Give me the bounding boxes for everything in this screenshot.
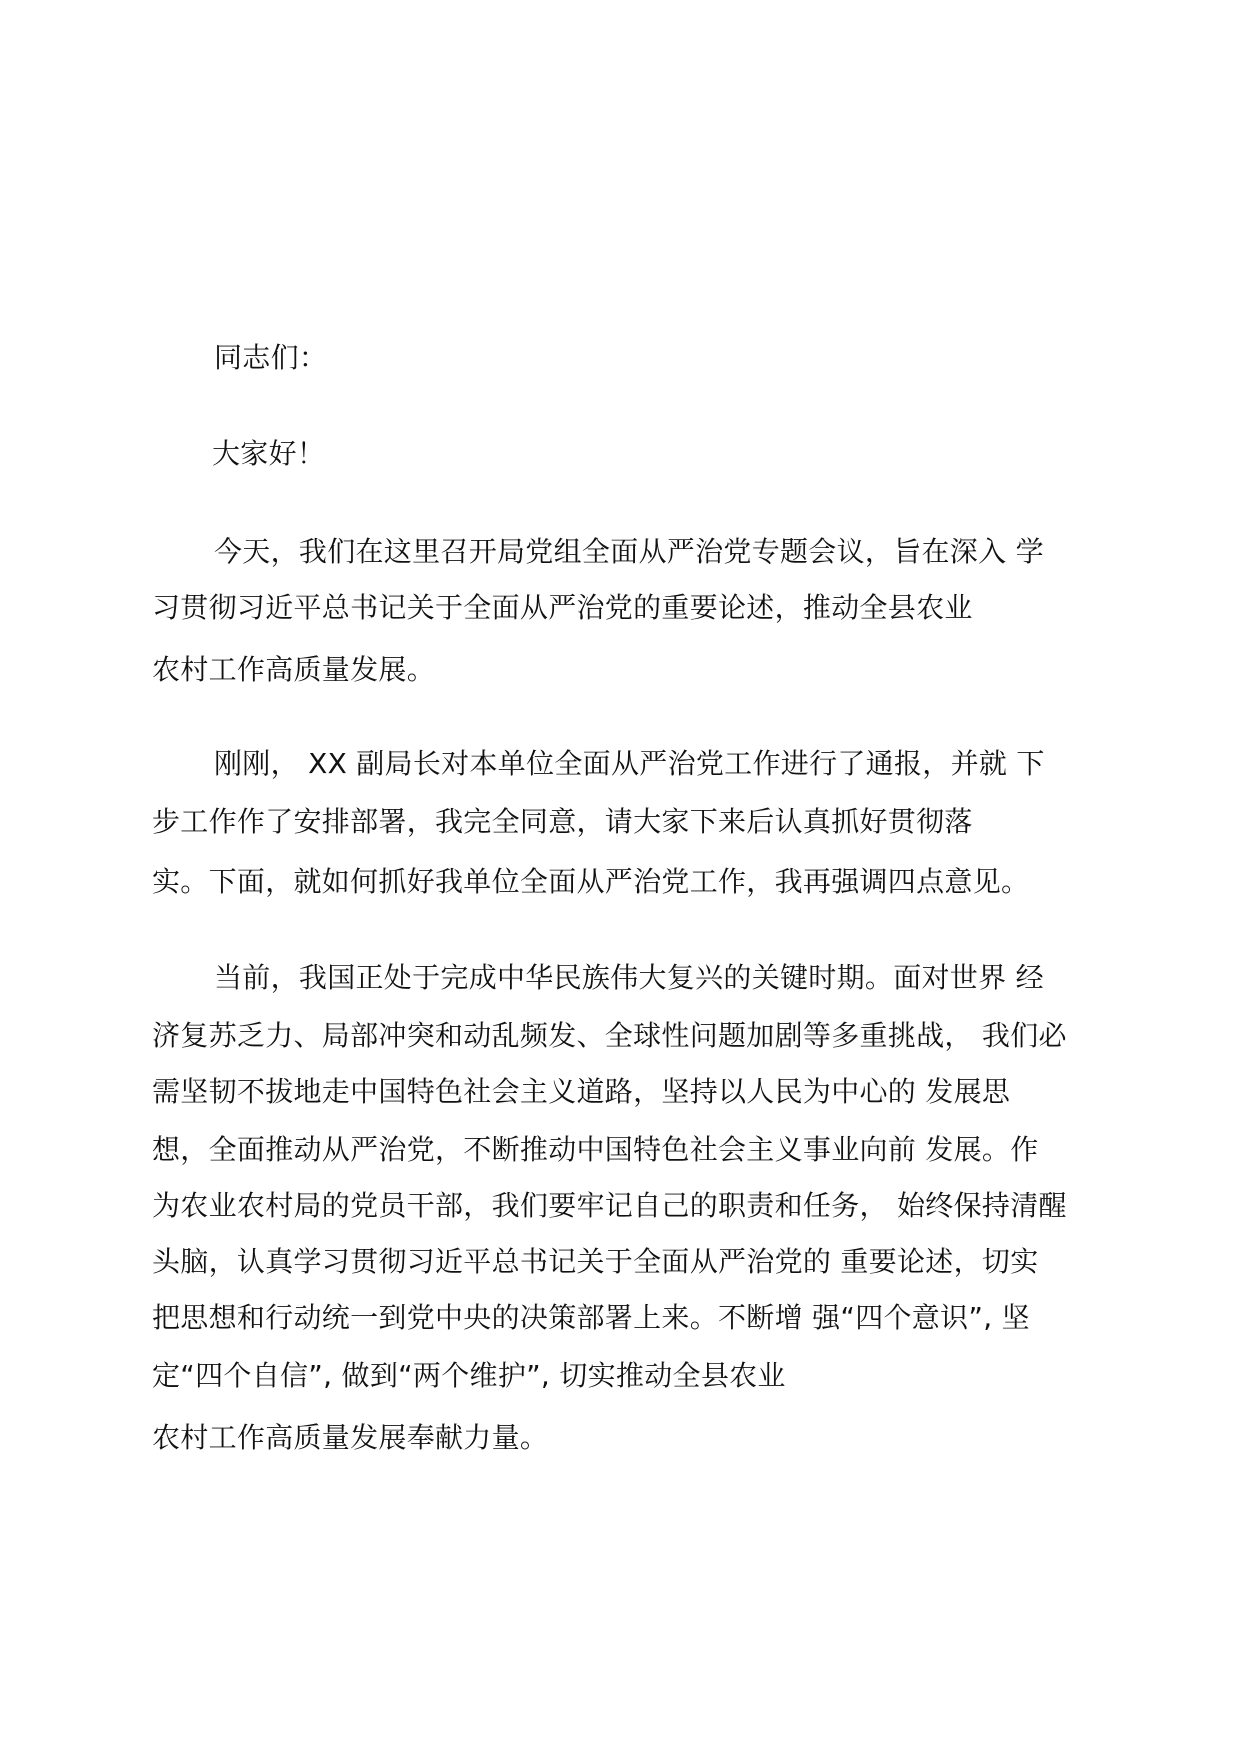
paragraph-line: 头脑，认真学习贯彻习近平总书记关于全面从严治党的 重要论述，切实 [152,1245,1039,1278]
paragraph-line: 刚刚， XX 副局长对本单位全面从严治党工作进行了通报，并就 下 [214,747,1045,780]
paragraph-line: 需坚韧不拔地走中国特色社会主义道路，坚持以人民为中心的 发展思 [152,1075,1011,1108]
paragraph-line: 农村工作高质量发展奉献力量。 [152,1421,549,1454]
paragraph-line: 定“四个自信”, 做到“两个维护”, 切实推动全县农业 [152,1359,786,1392]
paragraph-line: 想，全面推动从严治党，不断推动中国特色社会主义事业向前 发展。作 [152,1133,1039,1166]
paragraph-line: 实。下面，就如何抓好我单位全面从严治党工作，我再强调四点意见。 [152,865,1030,898]
greeting-line: 同志们： [214,341,328,374]
paragraph-line: 今天，我们在这里召开局党组全面从严治党专题会议，旨在深入 学 [214,535,1044,568]
paragraph-line: 习贯彻习近平总书记关于全面从严治党的重要论述，推动全县农业 [152,591,973,624]
paragraph-line: 农村工作高质量发展。 [152,653,436,686]
salutation-line: 大家好！ [212,437,326,470]
paragraph-line: 步工作作了安排部署，我完全同意，请大家下来后认真抓好贯彻落 [152,805,973,838]
paragraph-line: 当前，我国正处于完成中华民族伟大复兴的关键时期。面对世界 经 [214,961,1044,994]
paragraph-line: 济复苏乏力、局部冲突和动乱频发、全球性问题加剧等多重挑战， 我们必 [152,1019,1067,1052]
paragraph-line: 把思想和行动统一到党中央的决策部署上来。不断增 强“四个意识”, 坚 [152,1301,1030,1334]
paragraph-line: 为农业农村局的党员干部，我们要牢记自己的职责和任务， 始终保持清醒 [152,1189,1067,1222]
